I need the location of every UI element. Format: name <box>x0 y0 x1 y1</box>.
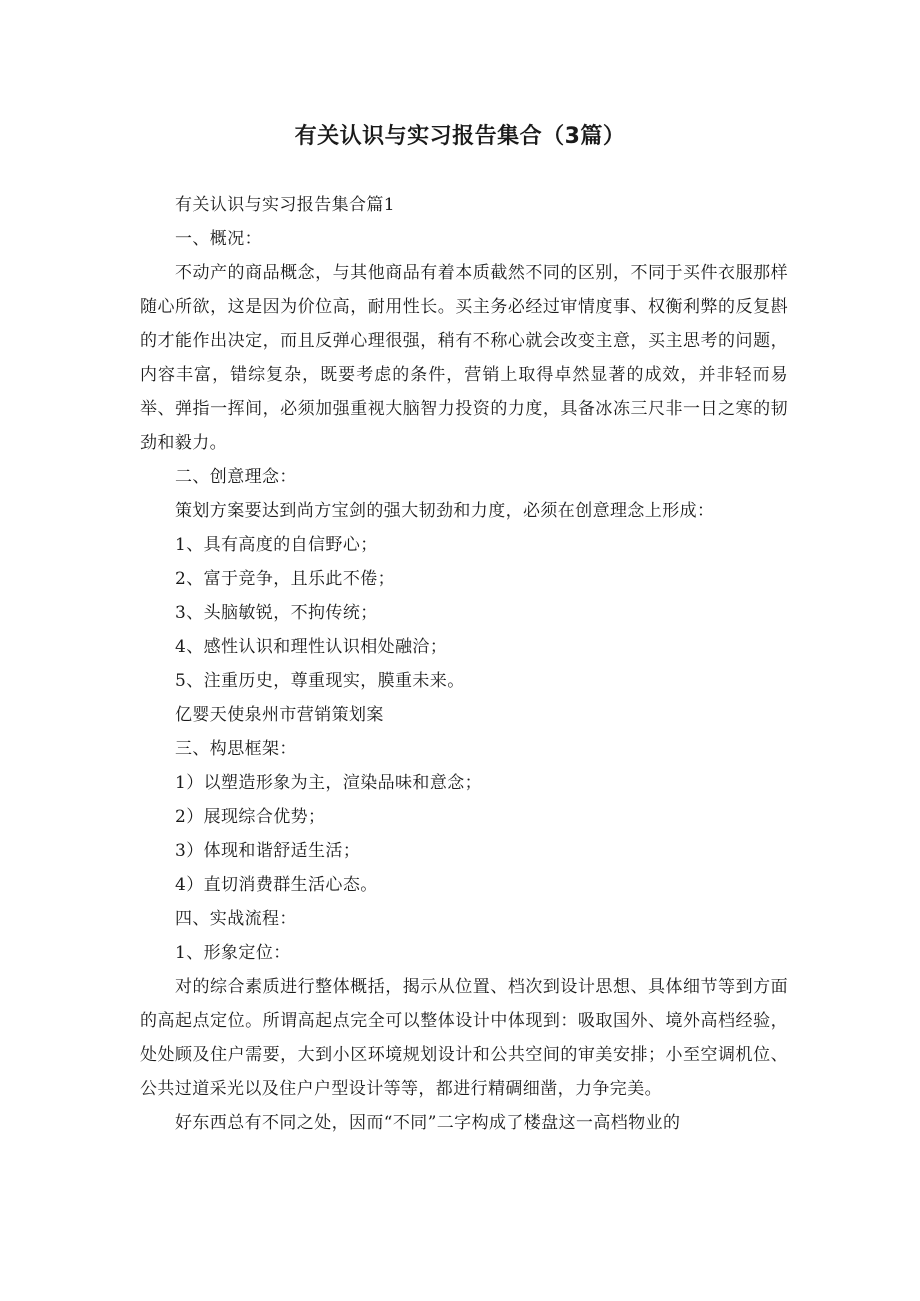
list-item: 1）以塑造形象为主，渲染品味和意念； <box>175 773 483 793</box>
document-title: 有关认识与实习报告集合（3篇） <box>294 124 626 149</box>
section-heading-overview: 一、概况： <box>175 229 262 249</box>
list-item: 4、感性认识和理性认识相处融洽； <box>175 637 448 657</box>
creative-concept-intro: 策划方案要达到尚方宝剑的强大韧劲和力度，必须在创意理念上形成： <box>175 501 715 521</box>
list-item: 2、富于竞争，且乐此不倦； <box>175 569 396 589</box>
list-item: 5、注重历史，尊重现实，膜重未来。 <box>175 671 465 691</box>
section-heading-workflow: 四、实战流程： <box>175 909 297 929</box>
section-heading-creative-concept: 二、创意理念： <box>175 467 297 487</box>
overview-paragraph: 不动产的商品概念，与其他商品有着本质截然不同的区别，不同于买件衣服那样随心所欲，这是因为价位高，耐用性长。买主务必经过审情度事、权衡利弊的反复斟的才能作出决定，而且反弹心理很强，稍有不称心就会改变主意，买主思考的问题，内容丰富，错综复杂，既要考虑的条件，营销上取得卓然显著的成效，并非轻而易举、弹指一挥间，必须加强重视大脑智力投资的力度，具备冰冻三尺非一日之寒的韧劲和毅力。 <box>140 263 788 453</box>
list-item: 3）体现和谐舒适生活； <box>175 841 361 861</box>
list-item: 2）展现综合优势； <box>175 807 326 827</box>
document-body <box>140 188 788 1140</box>
plan-note: 亿婴天使泉州市营销策划案 <box>175 705 384 725</box>
image-positioning-paragraph: 对的综合素质进行整体概括，揭示从位置、档次到设计思想、具体细节等到方面的高起点定位。所谓高起点完全可以整体设计中体现到：吸取国外、境外高档经验，处处顾及住户需要，大到小区环境规划设计和公共空间的审美安排；小至空调机位、公共过道采光以及住户户型设计等等，都进行精碉细凿，力争完美。 <box>140 977 788 1099</box>
list-item: 1、具有高度的自信野心； <box>175 535 378 555</box>
section-heading-framework: 三、构思框架： <box>175 739 297 759</box>
document-subtitle: 有关认识与实习报告集合篇1 <box>175 195 396 215</box>
closing-paragraph: 好东西总有不同之处，因而“不同”二字构成了楼盘这一高档物业的 <box>175 1113 681 1133</box>
sub-heading-image-positioning: 1、形象定位： <box>175 943 291 963</box>
list-item: 3、头脑敏锐，不拘传统； <box>175 603 378 623</box>
list-item: 4）直切消费群生活心态。 <box>175 875 378 895</box>
